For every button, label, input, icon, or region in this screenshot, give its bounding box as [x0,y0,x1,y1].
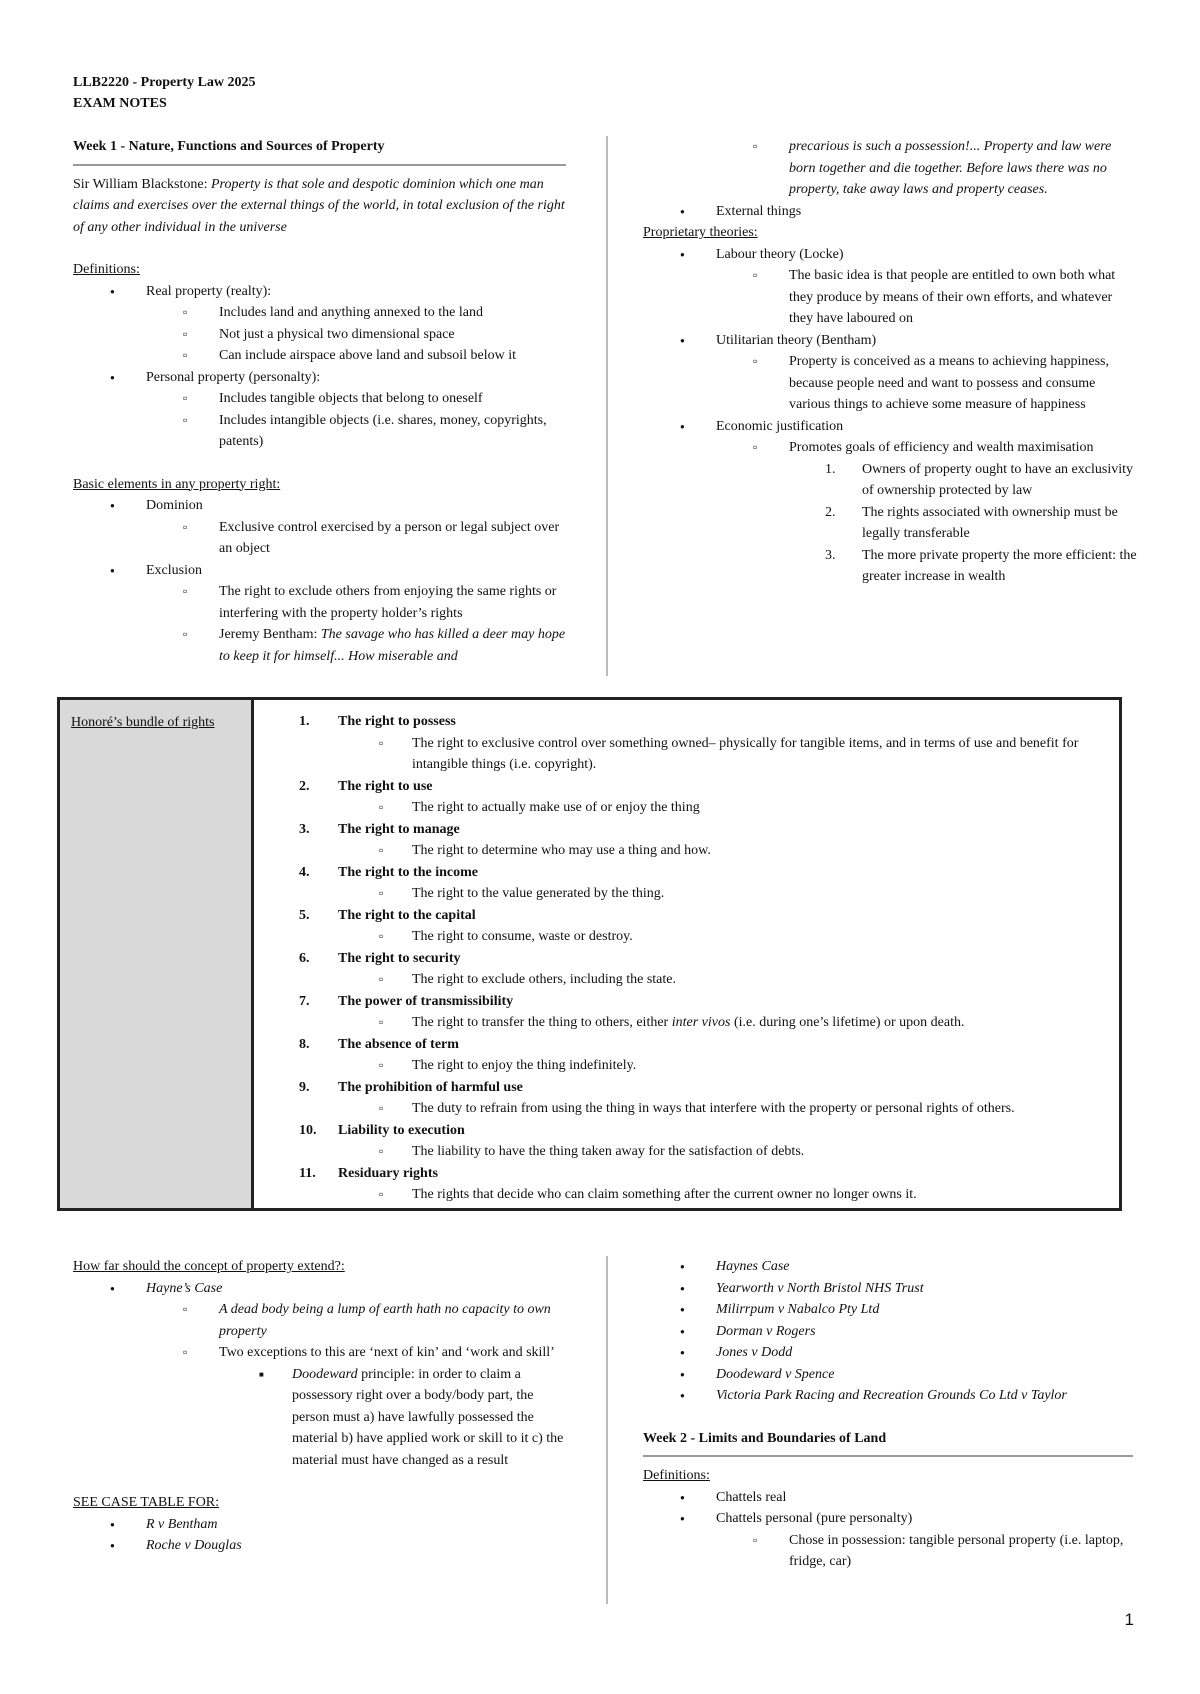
item-text: Owners of property ought to have an exclusivity of ownership protected by law [862,461,1133,498]
table-row [257,905,1109,927]
proprietary-heading: Proprietary theories: [643,225,758,240]
item-number: 3. [825,547,836,563]
section-divider [643,1455,1133,1457]
list-item: ● Dorman v Rogers [643,1321,1138,1343]
list-item: ▫ Promotes goals of efficiency and wealth maximisation [643,437,1138,459]
right-number: 2. [299,778,310,794]
right-description: ▫ The duty to refrain from using the thing in ways that interfere with the property or personal rights of others. [257,1098,1109,1120]
table-row [257,819,1109,841]
table-row [257,711,1109,733]
list-item: ● Exclusion [73,560,568,582]
see-case-heading: SEE CASE TABLE FOR: [73,1495,220,1510]
list-item: ▫ Includes intangible objects (i.e. shares, money, copyrights, patents) [73,410,568,453]
right-description: ▫ The right to actually make use of or enjoy the thing [257,797,1109,819]
week2-title: Week 2 - Limits and Boundaries of Land [643,1430,887,1446]
extend-left-column [73,1256,568,1557]
list-item: ▫ Can include airspace above land and subsoil below it [73,345,568,367]
right-number: 3. [299,821,310,837]
honore-rights-list [257,711,1109,1206]
right-description: ▫ The right to the value generated by the thing. [257,883,1109,905]
right-description: ▫ The right to enjoy the thing indefinitely. [257,1055,1109,1077]
list-item: ● Real property (realty): [73,281,568,303]
list-item [73,624,568,667]
list-item: ▫ The right to exclude others from enjoying the same rights or interfering with the property holder’s rights [73,581,568,624]
right-title: The prohibition of harmful use [338,1079,523,1095]
honore-table [57,697,1122,1211]
section-divider [73,164,566,166]
right-number: 4. [299,864,310,880]
right-description [257,1012,1109,1034]
list-item: ▫ Property is conceived as a means to achieving happiness, because people need and want to possess and consume various things to achieve some measure of happiness [643,351,1138,416]
list-item: ● Roche v Douglas [73,1535,568,1557]
right-number: 8. [299,1036,310,1052]
numbered-item [643,459,1138,502]
bentham-quote-continued: ▫ precarious is such a possession!... Property and law were born together and die together. Before laws there was no property, take away laws and property ceases. [643,136,1138,201]
list-item: ● R v Bentham [73,1514,568,1536]
list-item: ▫ Two exceptions to this are ‘next of kin’ and ‘work and skill’ [73,1342,568,1364]
desc-part: (i.e. during one’s lifetime) or upon death. [730,1015,965,1030]
table-row [257,776,1109,798]
item-text: The rights associated with ownership must be legally transferable [862,504,1118,541]
table-row [257,1034,1109,1056]
right-title: The right to possess [338,714,456,729]
list-item: ● Jones v Dodd [643,1342,1138,1364]
item-number: 1. [825,461,836,477]
list-item: ▫ Includes land and anything annexed to the land [73,302,568,324]
right-number: 11. [299,1165,316,1181]
right-title: The right to security [338,950,461,966]
column-divider [606,136,608,676]
right-title: Residuary rights [338,1165,438,1181]
right-title: The right to the income [338,864,478,880]
list-item: ● Personal property (personalty): [73,367,568,389]
table-row [257,862,1109,884]
right-number: 5. [299,907,310,923]
list-item: ● Labour theory (Locke) [643,244,1138,266]
item-text: The more private property the more efficient: the greater increase in wealth [862,547,1137,584]
right-number: 1. [299,714,310,729]
right-title: The absence of term [338,1036,459,1052]
list-item: ▫ A dead body being a lump of earth hath no capacity to own property [73,1299,568,1342]
right-number: 7. [299,993,310,1009]
list-item: ● Haynes Case [643,1256,1138,1278]
list-item: ● Doodeward v Spence [643,1364,1138,1386]
definitions-heading: Definitions: [73,262,140,277]
right-title: Liability to execution [338,1122,465,1138]
doodeward-text: principle: in order to claim a possessory right over a body/body part, the person must a) have lawfully possessed the material b) have applied work or skill to it c) the material must have changed as a result [292,1366,564,1468]
blackstone-quote [73,174,568,239]
right-description: ▫ The right to consume, waste or destroy. [257,926,1109,948]
right-description: ▫ The rights that decide who can claim something after the current owner no longer owns it. [257,1184,1109,1206]
right-title: The right to manage [338,821,460,837]
blackstone-label: Sir William Blackstone: [73,176,211,192]
honore-label-cell [60,700,254,1208]
right-description: ▫ The right to exclude others, including the state. [257,969,1109,991]
basic-elements-heading: Basic elements in any property right: [73,476,281,492]
table-row [257,1120,1109,1142]
list-item: ▫ Not just a physical two dimensional space [73,324,568,346]
list-item: ● External things [643,201,1138,223]
right-number: 10. [299,1122,317,1138]
list-item [73,1364,568,1472]
bentham-label: Jeremy Bentham: [219,627,321,642]
list-item: ● Victoria Park Racing and Recreation Grounds Co Ltd v Taylor [643,1385,1138,1407]
list-item: ▫ Chose in possession: tangible personal property (i.e. laptop, fridge, car) [643,1530,1138,1573]
list-item: ● Chattels personal (pure personalty) [643,1508,1138,1530]
right-title: The right to the capital [338,907,476,923]
list-item: ▫ The basic idea is that people are entitled to own both what they produce by means of their own efforts, and whatever they have laboured on [643,265,1138,330]
table-row [257,1163,1109,1185]
table-row [257,991,1109,1013]
doodeward-name: Doodeward [292,1366,358,1382]
extend-heading: How far should the concept of property extend?: [73,1259,345,1274]
document-header [73,72,256,114]
honore-label: Honoré’s bundle of rights [71,715,215,730]
blackstone-text: Property is that sole and despotic dominion which one man claims and exercises over the external things of the world, in total exclusion of the right of any other individual in the universe [73,176,565,235]
week1-right-column [643,136,1138,588]
numbered-item [643,502,1138,545]
numbered-item [643,545,1138,588]
desc-italic: inter vivos [671,1015,731,1030]
right-description: ▫ The right to determine who may use a thing and how. [257,840,1109,862]
list-item: ● Hayne’s Case [73,1278,568,1300]
item-number: 2. [825,504,836,520]
week1-title: Week 1 - Nature, Functions and Sources of Property [73,139,385,154]
right-title: The right to use [338,778,433,794]
column-divider [606,1256,608,1604]
page-number: 1 [1124,1610,1134,1629]
extend-right-column [643,1256,1138,1573]
bentham-quote-part-a: The savage who has killed a deer may hope to keep it for himself... How miserable and [219,627,566,664]
exam-notes-title: EXAM NOTES [73,96,167,111]
course-title: LLB2220 - Property Law 2025 [73,75,256,90]
list-item: ▫ Includes tangible objects that belong to oneself [73,388,568,410]
list-item: ▫ Exclusive control exercised by a person or legal subject over an object [73,517,568,560]
list-item: ● Chattels real [643,1487,1138,1509]
right-number: 6. [299,950,310,966]
right-title: The power of transmissibility [338,993,514,1009]
week2-definitions-heading: Definitions: [643,1468,710,1483]
list-item: ● Dominion [73,495,568,517]
desc-part: The right to transfer the thing to others, either [412,1015,672,1030]
week1-left-column [73,136,568,667]
right-description: ▫ The right to exclusive control over something owned– physically for tangible items, and in terms of use and benefit for intangible things (i.e. copyright). [257,733,1109,776]
table-row [257,948,1109,970]
right-number: 9. [299,1079,310,1095]
right-description: ▫ The liability to have the thing taken away for the satisfaction of debts. [257,1141,1109,1163]
list-item: ● Utilitarian theory (Bentham) [643,330,1138,352]
list-item: ● Milirrpum v Nabalco Pty Ltd [643,1299,1138,1321]
list-item: ● Economic justification [643,416,1138,438]
list-item: ● Yearworth v North Bristol NHS Trust [643,1278,1138,1300]
table-row [257,1077,1109,1099]
